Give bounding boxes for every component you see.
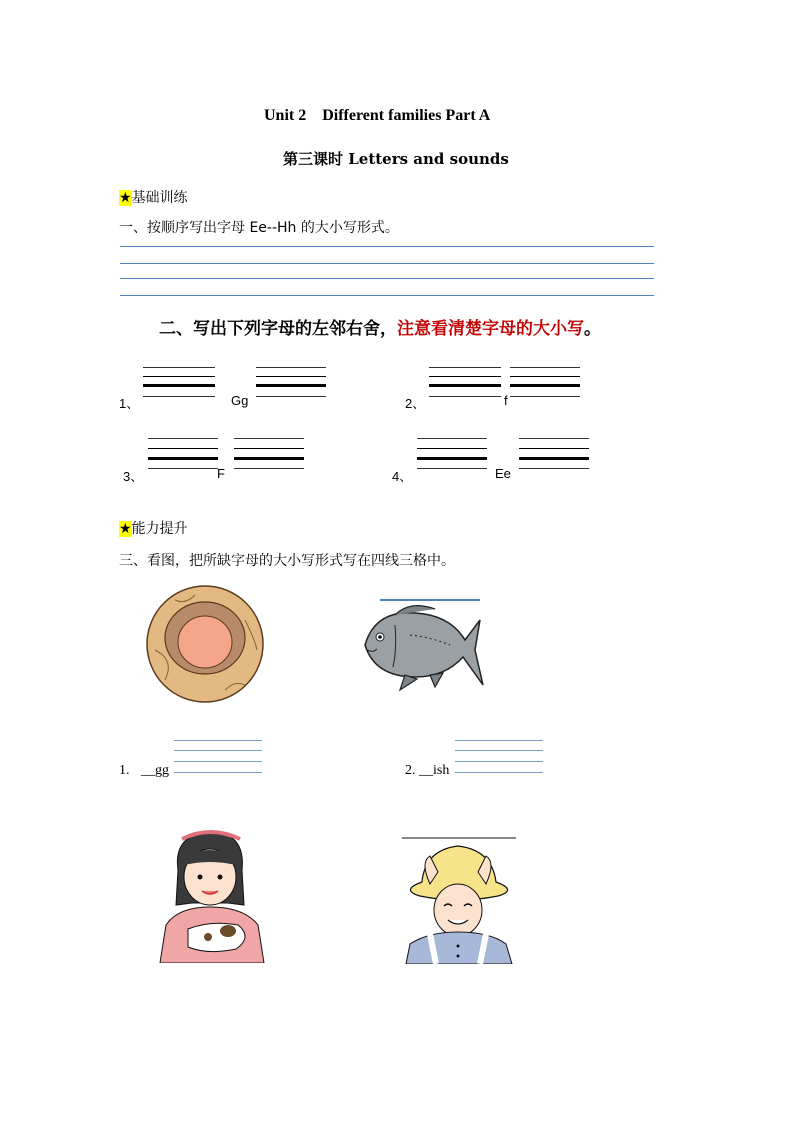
given-letter: F bbox=[217, 466, 225, 481]
question-1-instruction: 一、按顺序写出字母 Ee--Hh 的大小写形式。 bbox=[119, 220, 399, 236]
item-number: 4、 bbox=[392, 469, 413, 484]
egg-in-nest-icon bbox=[145, 580, 265, 705]
given-letter: Ee bbox=[495, 466, 511, 481]
given-letter: Gg bbox=[231, 393, 249, 408]
q2-instruction-main: 二、写出下列字母的左邻右舍， bbox=[159, 319, 397, 339]
lesson-subtitle: 第三课时 Letters and sounds bbox=[283, 150, 509, 168]
question-2-instruction bbox=[159, 314, 601, 339]
given-letter: f bbox=[504, 393, 508, 408]
section-advanced-heading bbox=[119, 518, 188, 538]
girl-with-dog-icon bbox=[158, 825, 266, 963]
word-with-blank: __ish bbox=[419, 763, 450, 778]
star-icon: ★ bbox=[119, 521, 132, 537]
q2-instruction-end: 。 bbox=[584, 319, 601, 339]
fish-icon bbox=[355, 595, 485, 695]
item-number: 1. bbox=[119, 763, 130, 778]
item-number: 2. bbox=[405, 763, 416, 778]
item-number: 3、 bbox=[123, 469, 144, 484]
item-number: 2、 bbox=[405, 396, 426, 411]
item-number: 1、 bbox=[119, 396, 140, 411]
page-title: Unit 2 Different families Part A bbox=[264, 107, 491, 124]
word-with-blank: __gg bbox=[141, 763, 169, 778]
question-3-instruction: 三、看图，把所缺字母的大小写形式写在四线三格中。 bbox=[119, 553, 455, 569]
section-basic-label: 基础训练 bbox=[131, 190, 188, 206]
star-icon: ★ bbox=[119, 190, 132, 206]
section-advanced-label: 能力提升 bbox=[131, 521, 188, 537]
section-basic-heading bbox=[119, 187, 188, 207]
q2-instruction-red: 注意看清楚字母的大小写 bbox=[397, 319, 584, 339]
farmer-with-hat-icon bbox=[400, 832, 518, 964]
